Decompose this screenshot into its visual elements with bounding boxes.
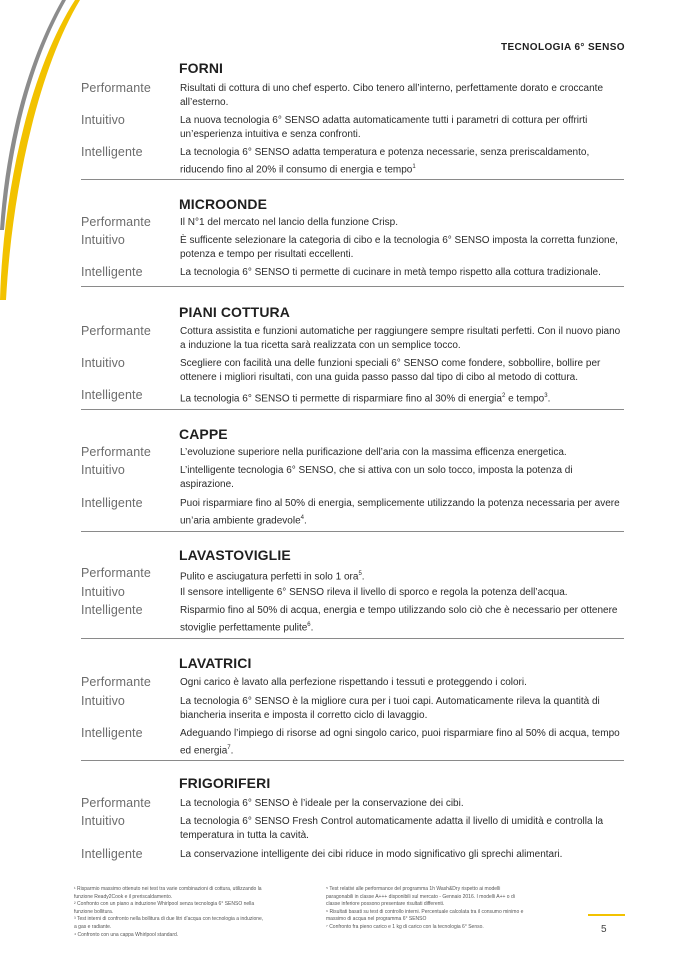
section-divider: [81, 531, 624, 532]
text-performante: La tecnologia 6° SENSO è l’ideale per la conservazione dei cibi.: [180, 798, 464, 809]
text-intuitivo: La tecnologia 6° SENSO è la migliore cura per i tuoi capi. Automaticamente rileva la quantità di biancheria inserita e imposta il corretto ciclo di lavaggio.: [180, 696, 600, 721]
text-intelligente: Risparmio fino al 50% di acqua, energia e tempo utilizzando solo ciò che è necessario per ottenere stoviglie perfettamente pulite$^6$.: [180, 605, 618, 634]
footnote-line: ⁴ Confronto con una cappa Whirlpool standard.: [74, 931, 179, 938]
page-number-accent-line: [588, 914, 625, 916]
footnote-line: funzione bollitura.: [74, 908, 114, 915]
label-intelligente: Intelligente: [81, 145, 143, 159]
text-intuitivo: L’intelligente tecnologia 6° SENSO, che si attiva con un solo tocco, imposta la potenza di aspirazione.: [180, 465, 573, 490]
footnote-line: ¹ Risparmio massimo ottenuto nei test tra varie combinazioni di cottura, utilizzando la: [74, 886, 262, 892]
text-intelligente: Adeguando l’impiego di risorse ad ogni singolo carico, puoi risparmiare fino al 50% di acqua, tempo ed energia$^7$.: [180, 728, 620, 757]
footnote-line: ³ Test interni di confronto nella bollitura di due litri d’acqua con tecnologia a induzione,: [74, 916, 264, 923]
text-intuitivo: La nuova tecnologia 6° SENSO adatta automaticamente tutti i parametri di cottura per offrirti un’esperienza intuitiva e senza confronti.: [180, 115, 588, 140]
footnote-line: funzione Ready2Cook e il preriscaldamento.: [74, 893, 173, 900]
label-intuitivo: Intuitivo: [81, 233, 125, 247]
footnotes-right: [326, 886, 523, 932]
text-intuitivo: È sufficente selezionare la categoria di cibo e la tecnologia 6° SENSO imposta la corretta funzione, potenza e tempo per risultati eccellenti.: [180, 235, 618, 260]
section-divider: [81, 638, 624, 639]
text-performante: Il N°1 del mercato nel lancio della funzione Crisp.: [180, 217, 398, 228]
section-title: MICROONDE: [179, 196, 268, 212]
text-performante: L’evoluzione superiore nella purificazione dell’aria con la massima efficenza energetica.: [180, 447, 567, 458]
section-title: PIANI COTTURA: [179, 304, 290, 320]
text-performante: Ogni carico è lavato alla perfezione rispettando i tessuti e proteggendo i colori.: [180, 677, 527, 688]
text-performante: Risultati di cottura di uno chef esperto. Cibo tenero all’interno, perfettamente dorato e croccante all’esterno.: [180, 83, 604, 108]
footnote-line: ⁵ Test relativi alle performance del programma 1h Wash&Dry rispetto ai modelli: [326, 886, 501, 892]
corner-decoration: [0, 0, 80, 300]
section-divider: [81, 760, 624, 761]
label-intelligente: Intelligente: [81, 726, 143, 740]
section-title: CAPPE: [179, 426, 228, 442]
footnotes-left: [74, 886, 263, 939]
label-performante: Performante: [81, 215, 151, 229]
label-performante: Performante: [81, 796, 151, 810]
text-intelligente: La tecnologia 6° SENSO ti permette di cucinare in metà tempo rispetto alla cottura tradizionale.: [180, 267, 601, 278]
label-intelligente: Intelligente: [81, 847, 143, 861]
text-intuitivo: La tecnologia 6° SENSO Fresh Control automaticamente adatta il livello di umidità e controlla la temperatura in tutta la cavità.: [180, 816, 604, 841]
footnote-line: paragonabili in classe A+++ disponibili sul mercato - Gennaio 2016. I modelli A++ o di: [326, 893, 515, 900]
label-intelligente: Intelligente: [81, 265, 143, 279]
label-intuitivo: Intuitivo: [81, 585, 125, 599]
text-intuitivo: Scegliere con facilità una delle funzioni speciali 6° SENSO come fondere, sobbollire, bollire per ottenere i migliori risultati, con una guida passo passo dal tipo di cibo al metodo di cottura.: [180, 358, 601, 383]
section-divider: [81, 409, 624, 410]
page-number: 5: [601, 924, 607, 935]
page-header-title: TECNOLOGIA 6° SENSO: [500, 42, 625, 53]
label-performante: Performante: [81, 81, 151, 95]
label-intuitivo: Intuitivo: [81, 356, 125, 370]
text-intuitivo: Il sensore intelligente 6° SENSO rileva il livello di sporco e regola la potenza dell’acqua.: [180, 587, 568, 598]
label-performante: Performante: [81, 445, 151, 459]
label-intuitivo: Intuitivo: [81, 694, 125, 708]
label-intelligente: Intelligente: [81, 496, 143, 510]
label-performante: Performante: [81, 566, 151, 580]
label-intuitivo: Intuitivo: [81, 814, 125, 828]
text-intelligente: Puoi risparmiare fino al 50% di energia, semplicemente utilizzando la potenza necessaria per avere un’aria ambiente gradevole$^4$.: [180, 498, 620, 527]
text-performante: Cottura assistita e funzioni automatiche per raggiungere sempre risultati perfetti. Con il nuovo piano a induzione la tua ricetta sarà realizzata con un semplice tocco.: [180, 326, 621, 351]
footnote-line: massimo di acqua nel programma 6° SENSO: [326, 916, 427, 923]
label-intelligente: Intelligente: [81, 388, 143, 402]
section-title: FORNI: [179, 60, 224, 76]
footnote-line: ² Confronto con un piano a induzione Whirlpool senza tecnologia 6° SENSO nella: [74, 901, 255, 908]
text-intelligente: La conservazione intelligente dei cibi riduce in modo significativo gli sprechi alimentari.: [180, 849, 563, 860]
text-performante: Pulito e asciugatura perfetti in solo 1 ora$^5$.: [180, 571, 365, 583]
section-title: FRIGORIFERI: [179, 775, 271, 791]
label-intuitivo: Intuitivo: [81, 463, 125, 477]
footnote-line: ⁷ Confronto fra pieno carico e 1 kg di carico con la tecnologia 6° Senso.: [326, 923, 484, 930]
label-performante: Performante: [81, 675, 151, 689]
text-intelligente: La tecnologia 6° SENSO adatta temperatura e potenza necessarie, senza preriscaldamento, riducendo fino al 20% il consumo di energia e tempo$^1$: [180, 147, 590, 176]
label-intuitivo: Intuitivo: [81, 113, 125, 127]
footnote-line: classe inferiore possono presentare risultati differenti.: [326, 901, 445, 908]
section-title: LAVASTOVIGLIE: [179, 547, 291, 563]
text-intelligente: La tecnologia 6° SENSO ti permette di risparmiare fino al 30% di energia$^2$ e tempo$^3$.: [180, 393, 551, 405]
section-divider: [81, 179, 624, 180]
section-divider: [81, 286, 624, 287]
label-intelligente: Intelligente: [81, 603, 143, 617]
section-title: LAVATRICI: [179, 655, 252, 671]
footnote-line: a gas e radiante.: [74, 923, 112, 930]
footnote-line: ⁶ Risultati basati su test di controllo interni. Percentuale calcolata tra il consumo minimo e: [326, 908, 524, 915]
label-performante: Performante: [81, 324, 151, 338]
